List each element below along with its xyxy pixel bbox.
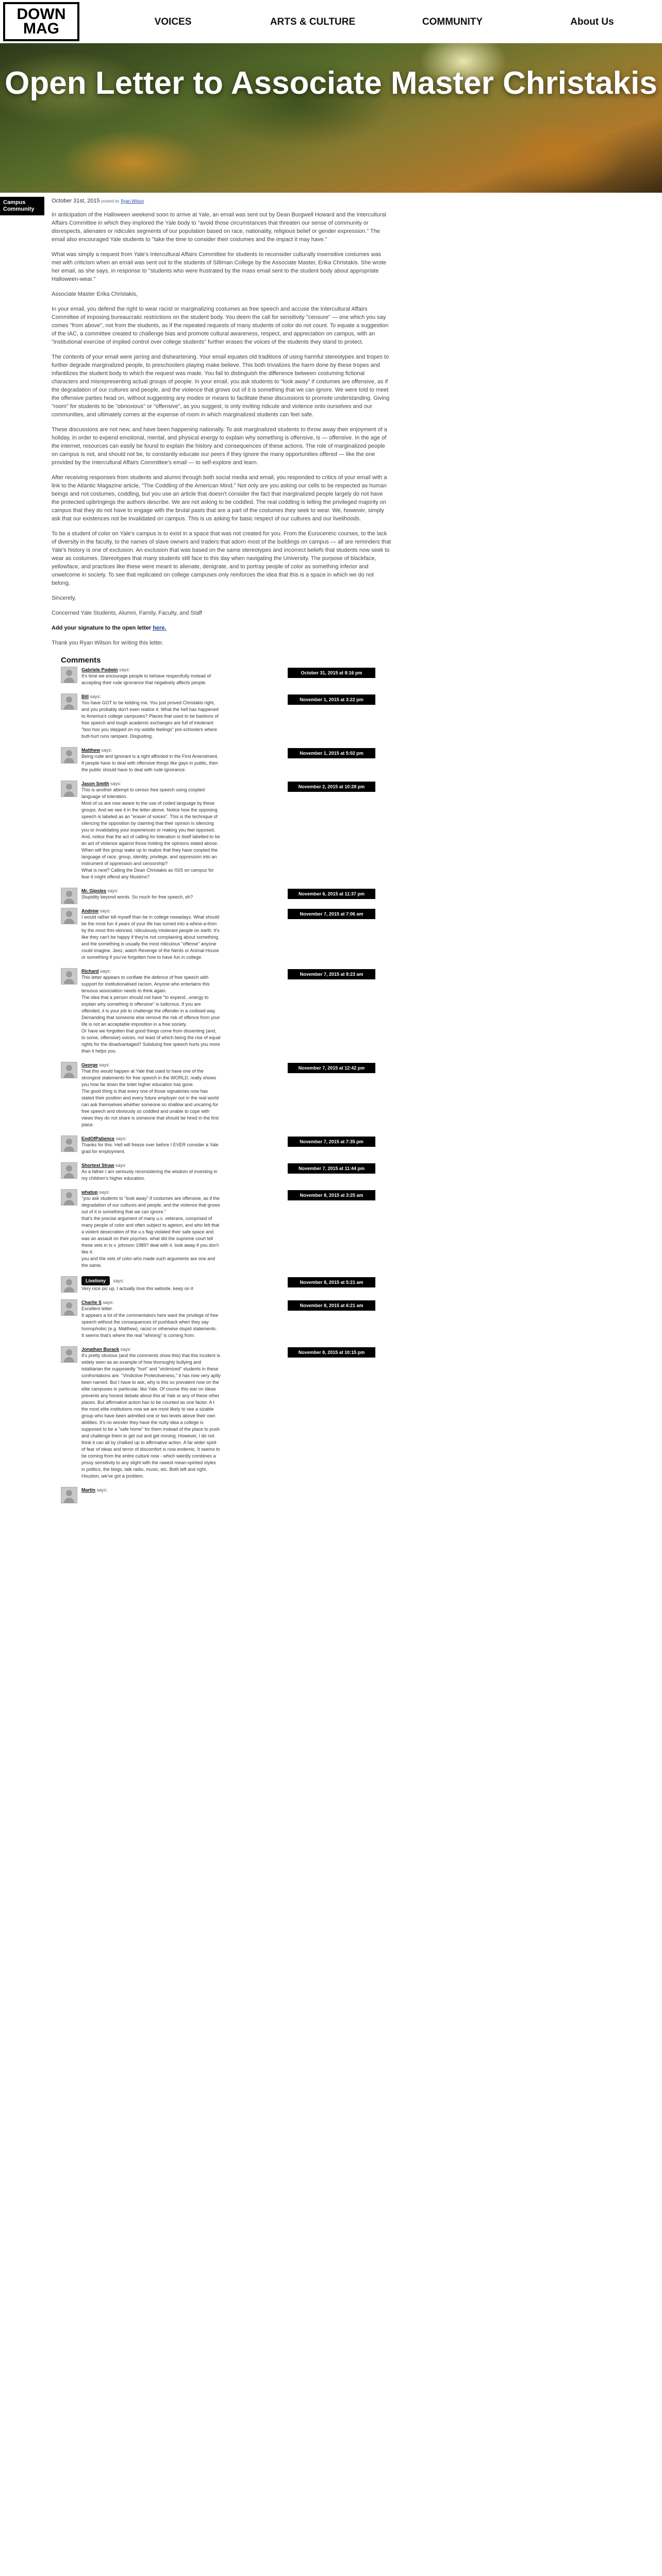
comment-item [61, 1346, 576, 1480]
nav-item-about-us[interactable]: About Us [570, 16, 614, 27]
avatar-icon [61, 1189, 77, 1206]
article-paragraphs [52, 211, 392, 617]
article-paragraph: Sincerely, [52, 595, 76, 601]
article-paragraph: Associate Master Erika Christakis, [52, 291, 138, 297]
comment-author-link[interactable]: whatup [81, 1190, 98, 1195]
comment-item [61, 747, 576, 773]
comment-item [61, 1062, 576, 1128]
comment-body [81, 1352, 221, 1480]
nav-item-voices[interactable]: VOICES [154, 16, 192, 27]
signature-link[interactable]: here. [153, 625, 167, 631]
avatar-icon [61, 781, 77, 797]
comment-says-label: says: [99, 1062, 110, 1067]
comment-body [81, 1068, 221, 1128]
comment-text: Or have we forgotten that good things come from dissenting (and, to some, offensive) voices, not least of which being the rise of equal rights for the disadvantaged? Subduing free speech hurts you more than it helps you. [81, 1028, 221, 1054]
comment-text: The good thing is that every one of those signatories now has stated their position and every future employer out in the real world can ask themselves whether someone so shallow and uncaring for free speech and obviously so coddled and unable to cope with views they do not share is someone that should be hired in the first place. [81, 1089, 219, 1127]
comment-item [61, 693, 576, 740]
article-paragraph: The contents of your email were jarring and disheartening. Your email equates old traditions of using harmful stereotypes and tropes to further degrade marginalized people, to preschoolers playing make believe. This both trivializes the harm done by these tropes and infantilizes the student body to which the request was made. You fail to distinguish the difference between costuming fictional characters and misrepresenting actual groups of people. In your email, you ask students to "look away" if costumes are offensive, as if the degradation of our cultures and people, and the violence that grows out of it is something that we can ignore. We were told to meet the offensive parties head on, without suggesting any modes or means to facilitate these discussions to promote understanding. Giving "room" for students to be "obnoxious" or "offensive", as you suggest, is only inviting ridicule and violence onto ourselves and our communities, and ultimately comes at the expense of room in which marginalized students can feel safe. [52, 354, 390, 418]
comment-body [81, 1142, 221, 1155]
comment-body [81, 914, 221, 961]
comment-date-link[interactable]: November 2, 2015 at 10:28 pm [288, 782, 375, 792]
comment-author-link[interactable]: Gabriele Podwin [81, 667, 118, 672]
avatar-icon [61, 888, 77, 904]
article-paragraph: These discussions are not new, and have been happening nationally. To ask marginalized students to throw away their enjoyment of a holiday, in order to expend emotional, mental, and physical energy to explain why something is offensive, is — offensive. In the age of the internet, resources can easily be found to explain the history and consequences of these actions. The role of marginalized people on campus is not, and should not be, to constantly educate our peers if they ignore the many opportunities offered — like the one provided by the Intercultural Affairs Committee's email — to self-explore and learn. [52, 427, 387, 466]
comment-text: It's time we encourage people to behave respectfully instead of accepting their rude ignorance that negatively affects people. [81, 673, 211, 685]
comment-body [81, 787, 221, 880]
comment-author-link[interactable]: Andrew [81, 908, 99, 913]
comment-item [61, 1299, 576, 1339]
comment-author-link[interactable]: Bill [81, 694, 89, 699]
avatar-icon [61, 1162, 77, 1179]
comment-says-label: says: [96, 1487, 108, 1493]
comment-list [61, 667, 576, 1493]
comment-says-label: says: [113, 1278, 124, 1283]
comment-author-link[interactable]: George [81, 1062, 98, 1067]
comment-body [81, 974, 221, 1055]
comment-date-link[interactable]: November 8, 2015 at 5:21 am [288, 1277, 375, 1287]
article-paragraph: To be a student of color on Yale's campus is to exist in a space that was not created for you. From the Eurocentric courses, to the lack of diversity in the faculty, to the names of slave owners and traders that adorn most of the buildings on campus — all are reminders that Yale's history is one of exclusion. An exclusion that was based on the same stereotypes and incorrect beliefs that students now seek to wear as costumes. Stereotypes that many students still face to this day when navigating the University. The purpose of blackface, yellowface, and practices like these were meant to alienate, denigrate, and to portray people of color as something inferior and unwelcome in society. To see that replicated on college campuses only reinforces the idea that this is a space in which we do not belong. [52, 531, 391, 586]
article-body [52, 197, 392, 647]
avatar-icon [61, 1299, 77, 1316]
comment-date-link[interactable]: November 6, 2015 at 11:37 pm [288, 889, 375, 899]
comment-item [61, 1136, 576, 1155]
comment-text: Thanks for this. Hell will freeze over before I EVER consider a Yale grad for employment. [81, 1142, 219, 1154]
comments-section [61, 654, 576, 1493]
comment-body [81, 1168, 221, 1182]
comment-says-label: says: [101, 748, 112, 753]
comment-body [81, 1285, 221, 1292]
avatar-icon [61, 693, 77, 710]
comment-text: Excellent letter. [81, 1306, 113, 1311]
comment-author-link[interactable]: Shortest Straw [81, 1163, 114, 1168]
comment-item [61, 908, 576, 961]
comments-heading: Comments [61, 656, 101, 665]
comment-author-link[interactable]: EndOfPatience [81, 1136, 115, 1141]
comment-text: When will this group wake up to realize that they have coopted the language of race, group, identity, privilege, and oppression into an instrument of oppression and censorship? [81, 848, 218, 866]
comment-says-label: says: [100, 969, 111, 974]
comment-says-label: says: [115, 1136, 127, 1141]
comment-says-label: says: [110, 781, 122, 786]
comment-author-link[interactable]: Matthew [81, 748, 100, 753]
avatar-icon [61, 1062, 77, 1078]
article-section [0, 193, 662, 647]
comment-text: What is next? Calling the Dean Christakis as ISIS on campus for fear it might offend any Muslims? [81, 868, 214, 879]
signature-prompt [52, 624, 392, 632]
comment-text: You have GOT to be kidding me. You just proved Christakis right, and you probably don't even realize it. What the hell has happened to America's college campuses? Places that used to be bastions of free speech and tough academic exchanges are full of intolerant "boo hoo you stepped on my widdle feelings" pre-schoolers where butt-hurt runs rampant. Disgusting. [81, 700, 219, 739]
comment-date-link[interactable]: November 1, 2015 at 3:22 pm [288, 694, 375, 705]
site-logo[interactable]: DOWN MAG [3, 2, 79, 41]
comment-says-label: says: [103, 1300, 114, 1305]
article-paragraph: After receiving responses from students and alumni through both social media and email, you responded to critics of your email with a link to the Atlantic Magazine article, "The Coddling of the American Mind." Not only are you asking our cells to be respected as human beings and not costumes, coddling, but you use an article that doesn't consider the fact that marginalized people largely do not have the protected upbringings the authors describe. We are not asking to be coddled. The real coddling is telling the privileged majority on campus that they do not have to engage with the brutal pasts that are a part of the costumes they seek to wear. We, however, simply ask that our existences not be invalidated on campus. This is us asking for basic respect of our cultures and our livelihoods. [52, 474, 387, 522]
signature-prompt-text: Add your signature to the open letter [52, 625, 152, 631]
comment-text: I would rather kill myself than be in college nowadays. What should be the most fun 4 years of your life has turned into a whine-a-thon by the most thin-skinned, ridiculously intolerant people on earth. It's like they can't be happy if they're not complaining about something, and the something is usually the most ridiculous "offense" anyone could imagine. Jeez, watch Revenge of the Nerds or Animal House or something if you've forgotten how to have fun in college. [81, 914, 220, 960]
comment-body [81, 673, 221, 686]
article-meta [52, 197, 392, 206]
article-paragraph: In anticipation of the Halloween weekend soon to arrive at Yale, an email was sent out by Dean Burgwell Howard and the Intercultural Affairs Committee in which they implored the Yale body to "avoid those circumstances that threaten our sense of community or disrespects, alienates or ridicules segments of our population based on race, nationality, religious belief or gender expression." The email also encouraged Yale students to "take the time to consider their costumes and the impact it may have." [52, 212, 386, 243]
comment-item [61, 1487, 576, 1493]
main-nav [103, 0, 662, 43]
comment-date-link[interactable]: October 31, 2015 at 8:16 pm [288, 668, 375, 678]
avatar-icon [61, 1346, 77, 1363]
comment-item [61, 1189, 576, 1269]
comment-text: Stupidity beyond words. So much for free speech, eh? [81, 894, 193, 900]
comment-item [61, 1276, 576, 1292]
comment-author-link[interactable]: Jason Smith [81, 781, 109, 786]
comment-says-label: says: [100, 908, 111, 913]
comment-text: Being rude and ignorant is a right afforded in the First Amendment. If people have to deal with offensive things like gays in public, then the public should have to deal with rude ignorance. [81, 754, 219, 772]
comment-says-label: says: [119, 667, 130, 672]
comment-date-link[interactable]: November 7, 2015 at 11:44 pm [288, 1163, 375, 1174]
site-header [0, 0, 662, 43]
comment-date-link[interactable]: November 7, 2015 at 12:42 pm [288, 1063, 375, 1073]
comment-body [81, 894, 221, 901]
avatar-icon [61, 968, 77, 985]
comment-date-link[interactable]: November 7, 2015 at 8:23 am [288, 969, 375, 979]
article-date: October 31st, 2015 [52, 198, 100, 204]
nav-item-arts-culture[interactable]: ARTS & CULTURE [270, 16, 356, 27]
comment-date-link[interactable]: November 7, 2015 at 7:06 am [288, 909, 375, 919]
comment-text: As a father I am seriously reconsidering the wisdom of investing in my children's higher education. [81, 1169, 218, 1181]
avatar-icon [61, 747, 77, 764]
comment-body [81, 1306, 221, 1339]
comment-text: Most of us are now aware to the use of coded language by these groups. And we see it in the letter above. Notice how the opposing speech is labeled as an "eraser of voices". This is the technique of silencing the opposition by claiming that their opinion is silencing you or invalidating your experiences or making you feel opposed. And, notice that the act of calling for toleration is itself labelled to be an act of violence against those holding the opinions stated above. [81, 801, 220, 846]
comment-author-link[interactable]: Jonathan Burack [81, 1347, 120, 1352]
comment-date-link[interactable]: November 1, 2015 at 5:02 pm [288, 748, 375, 758]
comment-body [81, 1195, 221, 1269]
comment-text: That this would happen at Yale that used to have one of the strongest statements for free speech in the WORLD, really shows you how far down the toilet higher education has gone. [81, 1069, 217, 1087]
hero-banner [0, 43, 662, 193]
category-badge[interactable]: Campus Community [0, 197, 44, 215]
comment-item [61, 968, 576, 1055]
comment-body [81, 753, 221, 773]
comment-text: you and the vets of color who made such arguments are one and the same. [81, 1256, 216, 1268]
comment-text: It's pretty obvious (and the comments show this) that this incident is widely seen as an example of how thoroughly bullying and totalitarian the supposedly "hurt" and "victimized" students in these confrontations are. "Vindictive Protectiveness," it has now very aptly been named. But I have to ask, why is this so prevalent now on the elite campuses in particular, like Yale. Of course this war on ideas prevents any honest debate about this at Yale or any of these other places. But affirmative action has to be counted as one factor. A t the most elite institutions now we are most likely to see a sizable group who have been admitted one or two levels above their own abilities. It's no wonder they have the nutty idea a college is supposed to be a "safe home" for them instead of the place to push and challenge them to get out and get moving. However, I do not think it can all by chalked up to affirmative action. A far wider spirit of fear of ideas and terror of discomfort is now endemic. It seems to be coming from the entire culture now - which weirdly combines a prissy sensitivity to any slight with the rawest mean-spirited styles in politics, the blogs, talk radio, music, etc. Both left and right. Houston, we've got a problem. [81, 1353, 221, 1479]
posted-by-label: posted by [101, 199, 120, 204]
comment-item [61, 667, 576, 686]
avatar-icon [61, 1487, 77, 1503]
comment-author-link[interactable]: Liveliony [81, 1276, 110, 1285]
page-title: Open Letter to Associate Master Christakis [5, 65, 657, 101]
thanks-note: Thank you Ryan Wilson for writing this letter. [52, 640, 164, 646]
article-paragraph: In your email, you defend the right to wear racist or marginalizing costumes as free speech and accuse the Intercultural Affairs Committee of imposing bureaucratic restrictions on the student body. You deem the call for sensitivity "censure" — one which you say comes "from above", not from the students, as if the repeated requests of many students of color do not count. To equate a suggestion of the IAC, a committee created to challenge bias and promote cultural awareness, respect, and appreciation on campus, with an "institutional exercise of implied control over college students" further erases the voices of the students they stand to protect. [52, 306, 389, 345]
comment-text: "you ask students to "look away" if costumes are offensive, as if the degradation of our cultures and people, and the violence that grows out of it is something that we can ignore." [81, 1196, 220, 1214]
comment-item [61, 888, 576, 901]
author-link[interactable]: Ryan Wilson [121, 199, 144, 204]
article-paragraph: Concerned Yale Students, Alumni, Family, Faculty, and Staff [52, 610, 202, 616]
comment-text: The idea that a person should not have "to expend...energy to explain why something is offensive" is ludicrous. If you are offended, it is your job to challenge the offender in a civilised way. Demanding that someone else remove the risk of offence from your life is not an acceptable imposition in a free society. [81, 995, 220, 1027]
comment-item [61, 1162, 576, 1182]
comment-says-label: says: [107, 888, 119, 893]
comment-date-link[interactable]: November 8, 2015 at 3:25 am [288, 1190, 375, 1200]
comment-author-link[interactable]: Charlie S [81, 1300, 102, 1305]
comment-says-label: says: [99, 1190, 110, 1195]
comment-text: This letter appears to conflate the defence of free speech with support for institutionalised racism. Anyone who entertains this tenuous association needs to think again. [81, 975, 210, 993]
comment-date-link[interactable]: November 8, 2015 at 10:15 pm [288, 1347, 375, 1358]
comment-says-label: says: [90, 694, 101, 699]
comment-text: that's the precise argument of many u.s. veterans, comprised of many people of color and often subject to ageism, and who felt that a violent desecration of the u.s flag violated their safe space and was an assault on their psyches. what did the supreme court tell these vets in tx v. johnson 1989? deal with it. look away if you don't like it. [81, 1216, 220, 1255]
avatar-icon [61, 908, 77, 924]
avatar-icon [61, 667, 77, 683]
comment-date-link[interactable]: November 8, 2015 at 6:21 am [288, 1300, 375, 1311]
comment-text: Very nice pic up, I actually love this website, keep on it [81, 1286, 193, 1291]
nav-item-community[interactable]: COMMUNITY [422, 16, 483, 27]
comment-body [81, 700, 221, 740]
avatar-icon [61, 1136, 77, 1152]
comment-item [61, 781, 576, 880]
comment-text: It appears a lot of the commentators here want the privilege of free speech without the consequences of pushback when they say homophobic (e.g. Matthew), racist or otherwise stupid statements. It seems that's where the real "whining" is coming from. [81, 1313, 219, 1338]
comment-text: This is another attempt to censor free speech using coopted language of toleration. [81, 787, 205, 799]
comment-author-link[interactable]: Richard [81, 969, 99, 974]
comment-says-label: says: [115, 1163, 127, 1168]
comment-header [81, 1487, 576, 1493]
comment-author-link[interactable]: Mr. Gipsles [81, 888, 107, 893]
avatar-icon [61, 1276, 77, 1293]
comment-author-link[interactable]: Martin [81, 1487, 95, 1493]
article-paragraph: What was simply a request from Yale's Intercultural Affairs Committee for students to reconsider culturally insensitive costumes was met with criticism when an email was sent out to the students of Silliman College by the Associate Master, Erika Christakis. She wrote her email, as she says, in response to "students who were frustrated by the mass email sent to the student body about appropriate Halloween-wear." [52, 251, 387, 282]
comment-date-link[interactable]: November 7, 2015 at 7:35 pm [288, 1137, 375, 1147]
comment-says-label: says: [120, 1347, 131, 1352]
